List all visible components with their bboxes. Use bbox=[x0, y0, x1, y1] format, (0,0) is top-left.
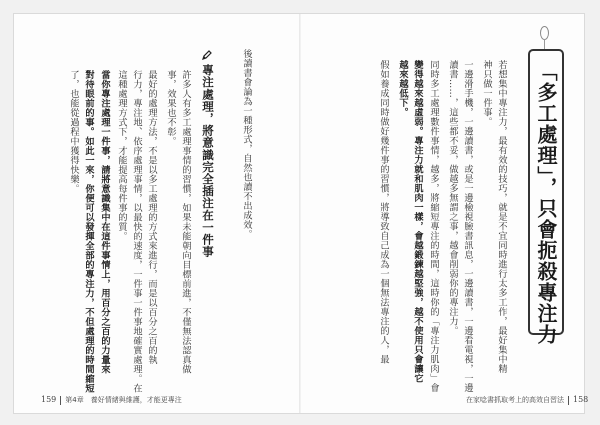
body-column: 若想集中專注力，最有效的技巧，就是不宜同時進行太多工作，最好集中精 bbox=[496, 60, 507, 374]
chapter-title-box bbox=[528, 49, 564, 345]
page-number: 158 bbox=[573, 395, 589, 404]
body-column: 事，效果也不彰。 bbox=[165, 70, 176, 146]
body-column-emphasis: 當你專注處理一件事，請將意識集中在這件事情上，用百分之百的力量來 bbox=[99, 70, 110, 374]
body-column-emphasis: 越來越低下。 bbox=[397, 60, 408, 117]
bookmark-tag-hole bbox=[540, 26, 549, 40]
pencil-icon bbox=[201, 49, 213, 61]
page-number: 159 bbox=[41, 395, 57, 404]
footer-divider bbox=[60, 396, 61, 405]
right-page bbox=[301, 14, 589, 413]
footer-divider bbox=[568, 396, 569, 405]
body-column: 這種處理方式下，才能提高每件事的質。 bbox=[116, 70, 127, 241]
right-footer bbox=[466, 395, 588, 405]
body-column: 了，也能從過程中獲得快樂。 bbox=[68, 70, 79, 194]
body-column: 許多人有多工處理事情的習慣，如果未能朝向目標前進，不僅無法認真做 bbox=[180, 70, 191, 374]
body-column-emphasis: 變得越來越虛弱。專注力就和肌肉一樣，會越鍛鍊越堅強，越不使用只會讓它 bbox=[412, 60, 423, 383]
body-column-emphasis: 對待眼前的事。如此一來，你便可以發揮全部的專注力，不但處理的時間縮短 bbox=[83, 70, 94, 393]
body-column: 行力，專注地、依序處理事情，以最快的速度，一件事一件事地確實處理。在 bbox=[131, 70, 142, 393]
body-column: 後讀書會論為一種形式，自然也讀不出成效。 bbox=[241, 49, 252, 239]
body-column: 神只做一件事。 bbox=[481, 60, 492, 127]
left-footer bbox=[41, 395, 182, 405]
body-column: 讀書……，這些都不妥，做越多無謂之事，越會削弱你的專注力。 bbox=[447, 60, 458, 336]
chapter-title: 第4章 養好情緒與維護，才能更專注 bbox=[65, 396, 182, 404]
chapter-title: 「多工處理」，只會扼殺專注力 bbox=[534, 61, 558, 345]
section-heading: 專注處理，將意識完全插注在一件事 bbox=[201, 64, 215, 258]
body-column: 最好的處理方法，不是以多工處理的方式來進行，而是以百分之百的執 bbox=[146, 70, 157, 365]
body-column: 同時多工處理數件事情，越多，將縮短專注的時間，這時你的「專注力肌肉」會 bbox=[428, 60, 439, 393]
body-column: 假如養成同時做好幾件事的習慣，將導致自己成為一個無法專注的人，最 bbox=[378, 60, 389, 364]
book-title: 在家唸書抓取考上的高效自習法 bbox=[466, 396, 564, 404]
left-page bbox=[14, 14, 299, 413]
body-column: 一邊滑手機，一邊讀書，或是一邊檢視臉書訊息，一邊讀書，一邊看電視，一邊 bbox=[462, 60, 473, 393]
book-spread bbox=[13, 13, 589, 414]
